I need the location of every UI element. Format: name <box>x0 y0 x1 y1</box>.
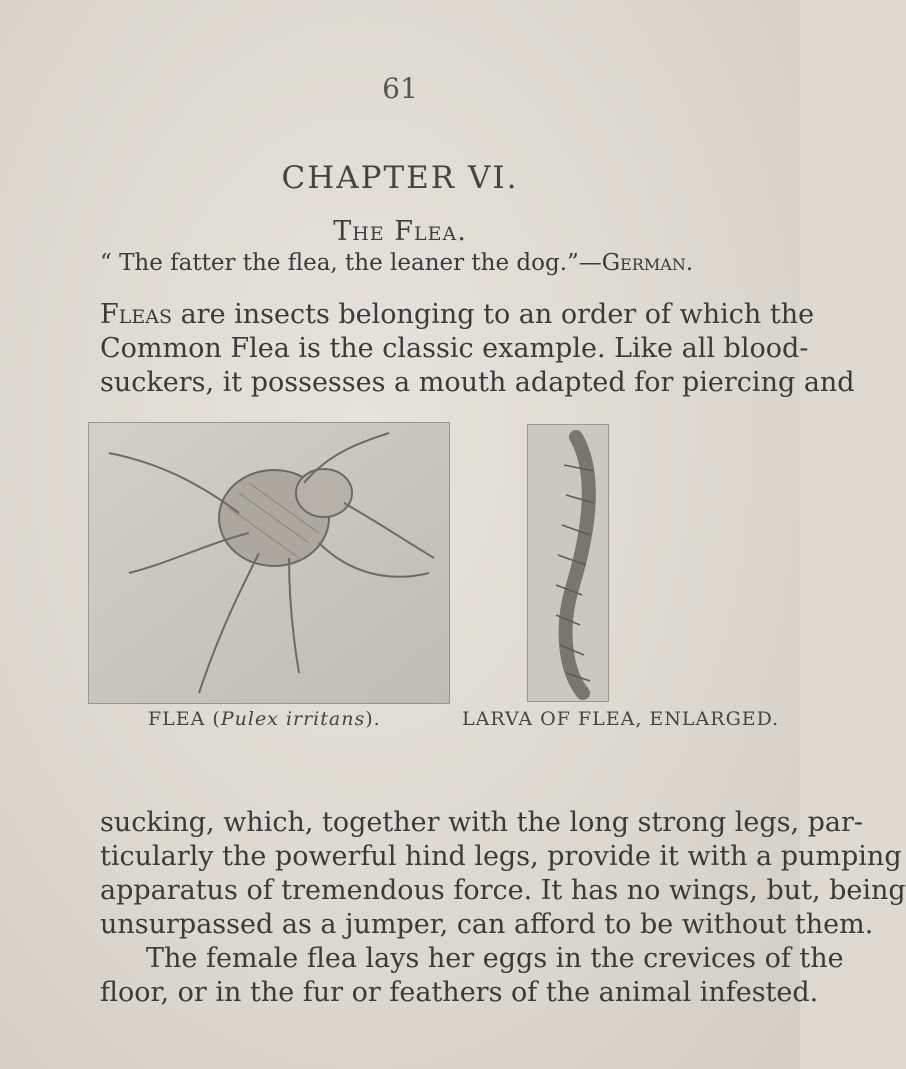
paragraph-3-line-1: The female flea lays her eggs in the crevices of the <box>146 943 844 974</box>
paragraph-lead-word: Fleas <box>100 299 172 330</box>
larva-caption: LARVA OF FLEA, ENLARGED. <box>462 708 780 730</box>
paragraph-2-line-2: ticularly the powerful hind legs, provide it with a pumping <box>100 841 902 872</box>
paragraph-1-line-2: Common Flea is the classic example. Like all blood- <box>100 333 809 364</box>
species-name: Pulex irritans <box>220 708 366 730</box>
epigraph <box>100 250 720 276</box>
paragraph-1-line-3: suckers, it possesses a mouth adapted for piercing and <box>100 367 855 398</box>
paragraph-1-line-1: Fleas are insects belonging to an order of which the <box>100 299 815 330</box>
paragraph-3-line-2: floor, or in the fur or feathers of the animal infested. <box>100 977 819 1008</box>
paragraph-2-line-3: apparatus of tremendous force. It has no wings, but, being <box>100 875 906 906</box>
paragraph-2-line-4: unsurpassed as a jumper, can afford to be without them. <box>100 909 874 940</box>
flea-caption: FLEA (Pulex irritans). <box>148 708 381 730</box>
larva-illustration <box>527 424 609 702</box>
section-title: The Flea. <box>333 216 467 247</box>
paragraph-1 <box>100 298 855 400</box>
epigraph-attribution: —German. <box>578 250 694 276</box>
page-number: 61 <box>382 72 418 105</box>
flea-illustration <box>88 422 450 704</box>
paragraph-2-line-1: sucking, which, together with the long strong legs, par- <box>100 807 864 838</box>
chapter-heading: CHAPTER VI. <box>281 160 519 196</box>
epigraph-quote: “ The fatter the flea, the leaner the dog.” <box>100 250 579 276</box>
paragraph-2 <box>100 806 906 1010</box>
